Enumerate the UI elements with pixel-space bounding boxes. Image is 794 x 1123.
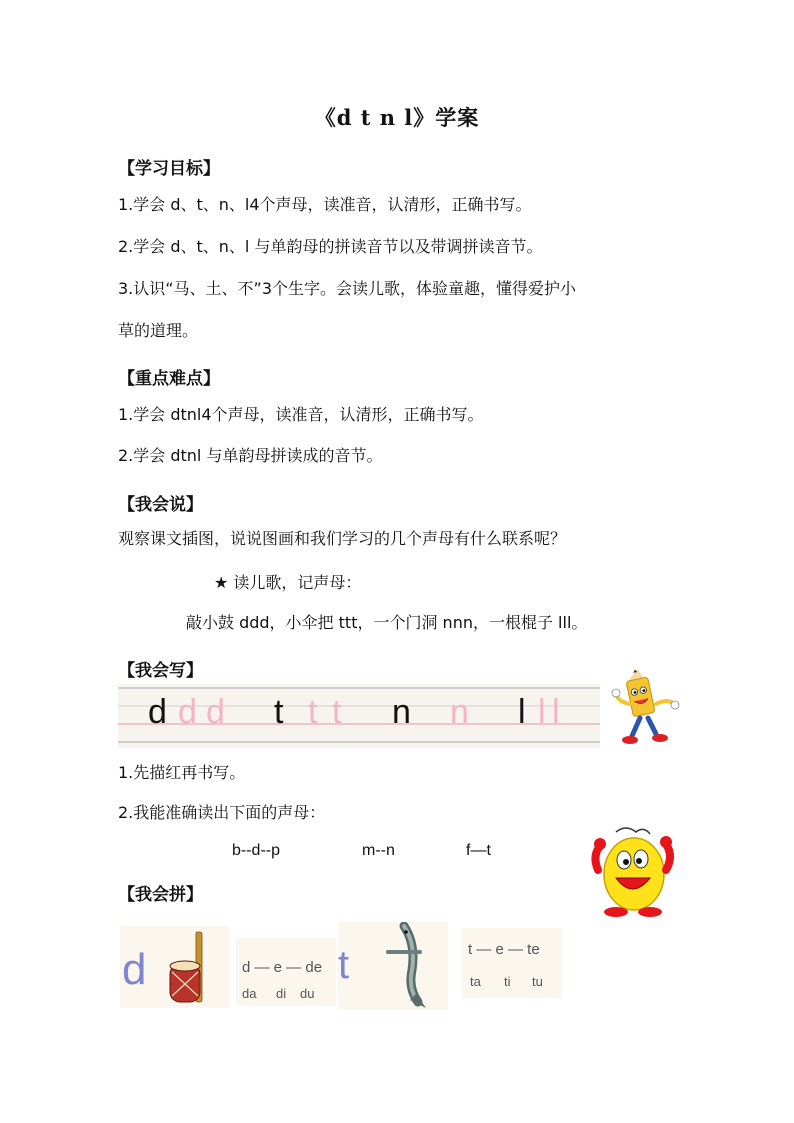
goals-heading: 【学习目标】 [118, 159, 220, 179]
key-point-1: 1.学会 dtnl4个声母，读准音，认清形，正确书写。 [118, 405, 484, 424]
pair-mn: m--n [362, 842, 395, 859]
writing-practice-lines [118, 684, 600, 748]
page-title: 《d t n l》学案 [314, 105, 480, 130]
goal-item-1: 1.学会 d、t、n、l4个声母，读准音，认清形，正确书写。 [118, 195, 532, 214]
d-syllable: d — e — de [242, 959, 323, 976]
goal-item-3-cont: 草的道理。 [118, 321, 199, 340]
speak-heading: 【我会说】 [118, 495, 203, 515]
t-tone-ta: ta [470, 974, 481, 989]
rhyme-text: 敲小鼓 ddd，小伞把 ttt，一个门洞 nnn，一根棍子 lll。 [186, 613, 588, 632]
d-syllable-card [236, 938, 336, 1006]
write-heading: 【我会写】 [118, 661, 203, 681]
write-item-1: 1.先描红再书写。 [118, 763, 246, 782]
write-item-2: 2.我能准确读出下面的声母： [118, 803, 326, 822]
pencil-mascot-icon [608, 668, 684, 750]
pair-bdp: b--d--p [232, 842, 281, 859]
trace-letter-l2: l [552, 693, 560, 731]
d-tone-di: di [276, 986, 287, 1001]
write-letter-l: l [518, 693, 526, 731]
pair-ft: f—t [466, 842, 491, 859]
trace-letter-t1: t [308, 693, 318, 731]
trace-letter-l1: l [538, 693, 546, 731]
t-tone-tu: tu [532, 974, 543, 989]
smiley-mascot-icon [586, 826, 678, 918]
write-letter-d: d [148, 693, 167, 731]
d-tone-da: da [242, 986, 257, 1001]
trace-letter-d1: d [178, 693, 197, 731]
write-letter-t: t [274, 693, 284, 731]
spell-heading: 【我会拼】 [118, 885, 203, 905]
trace-letter-t2: t [332, 693, 342, 731]
key-point-2: 2.学会 dtnl 与单韵母拼读成的音节。 [118, 446, 383, 465]
goal-item-3: 3.认识“马、土、不”3个生字。会读儿歌，体验童趣，懂得爱护小 [118, 279, 577, 298]
write-letter-n: n [392, 693, 411, 731]
key-points-heading: 【重点难点】 [118, 369, 220, 389]
d-tone-du: du [300, 986, 315, 1001]
goal-item-2: 2.学会 d、t、n、l 与单韵母的拼读音节以及带调拼读音节。 [118, 237, 543, 256]
t-syllable-card [462, 928, 562, 998]
t-syllable: t — e — te [468, 941, 540, 958]
rhyme-intro: ★ 读儿歌，记声母： [214, 573, 362, 592]
trace-letter-d2: d [206, 693, 225, 731]
spell-letter-d: d [122, 945, 147, 994]
letter-d-drum-card [120, 926, 230, 1008]
speak-prompt: 观察课文插图，说说图画和我们学习的几个声母有什么联系呢？ [118, 529, 567, 548]
letter-t-fish-card [338, 922, 448, 1010]
t-tone-ti: ti [504, 974, 511, 989]
spell-letter-t: t [338, 943, 350, 987]
trace-letter-n1: n [450, 693, 469, 731]
